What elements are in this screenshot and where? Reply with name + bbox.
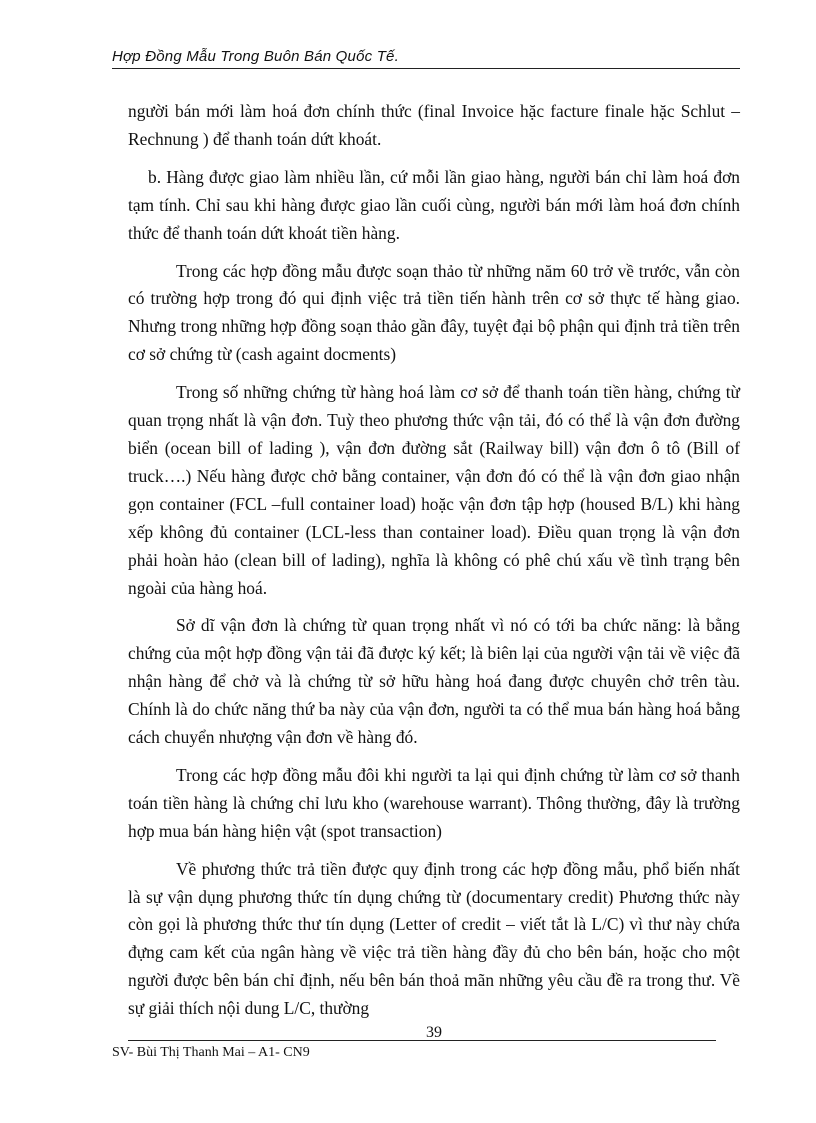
footer-author: SV- Bùi Thị Thanh Mai – A1- CN9 — [112, 1045, 310, 1060]
footer-divider — [128, 1040, 716, 1041]
paragraph-4: Trong số những chứng từ hàng hoá làm cơ sở để thanh toán tiền hàng, chứng từ quan trọng nhất là vận đơn. Tuỳ theo phương thức vận tải, đó có thể là vận đơn đường biển (ocean bill of lading ), vận đơn đường sắt (Railway bill) vận đơn ô tô (Bill of truck….) Nếu hàng được chở bằng container, vận đơn đó có thể là vận đơn giao nhận gọn container (FCL –full container load) hoặc vận đơn tập hợp (housed B/L) khi hàng xếp không đủ container (LCL-less than container load). Điều quan trọng là vận đơn phải hoàn hảo (clean bill of lading), nghĩa là không có phê chú xấu về tình trạng bên ngoài của hàng hoá. — [128, 382, 740, 598]
paragraph-6: Trong các hợp đồng mẫu đôi khi người ta lại qui định chứng từ làm cơ sở thanh toán tiền hàng là chứng chỉ lưu kho (warehouse warrant). Thông thường, đây là trường hợp mua bán hàng hiện vật (spot transaction) — [128, 764, 740, 841]
running-header — [112, 48, 740, 69]
paragraph-3: Trong các hợp đồng mẫu được soạn thảo từ những năm 60 trở về trước, vẫn còn có trường hợp trong đó qui định việc trả tiền tiến hành trên cơ sở thực tế hàng giao. Nhưng trong những hợp đồng soạn thảo gần đây, tuyệt đại bộ phận qui định trả tiền trên cơ sở chứng từ (cash againt docments) — [128, 260, 740, 365]
document-body — [128, 98, 740, 1033]
paragraph-2: b. Hàng được giao làm nhiều lần, cứ mỗi lần giao hàng, người bán chỉ làm hoá đơn tạm tính. Chỉ sau khi hàng được giao lần cuối cùng, người bán mới làm hoá đơn chính thức để thanh toán dứt khoát tiền hàng. — [128, 166, 740, 243]
paragraph-1: người bán mới làm hoá đơn chính thức (final Invoice hặc facture finale hặc Schlut – Rechnung ) để thanh toán dứt khoát. — [128, 101, 740, 149]
page-number: 39 — [426, 1024, 442, 1041]
paragraph-7: Về phương thức trả tiền được quy định trong các hợp đồng mẫu, phổ biến nhất là sự vận dụng phương thức tín dụng chứng từ (documentary credit) Phương thức này còn gọi là phương thức thư tín dụng (Letter of credit – viết tắt là L/C) vì thư này chứa đựng cam kết của ngân hàng về việc trả tiền hàng đầy đủ cho bên bán, hoặc cho một người được bên bán chỉ định, nếu bên bán thoả mãn những yêu cầu đề ra trong thư. Về sự giải thích nội dung L/C, thường — [128, 858, 740, 1019]
paragraph-5: Sở dĩ vận đơn là chứng từ quan trọng nhất vì nó có tới ba chức năng: là bằng chứng của một hợp đồng vận tải đã được ký kết; là biên lại của người vận tải về việc đã nhận hàng để chở và là chứng từ sở hữu hàng hoá đang được chuyên chở trên tàu. Chính là do chức năng thứ ba này của vận đơn, người ta có thể mua bán hàng hoá bằng cách chuyển nhượng vận đơn về hàng đó. — [128, 615, 740, 748]
header-title: Hợp Đồng Mẫu Trong Buôn Bán Quốc Tế. — [112, 48, 399, 65]
